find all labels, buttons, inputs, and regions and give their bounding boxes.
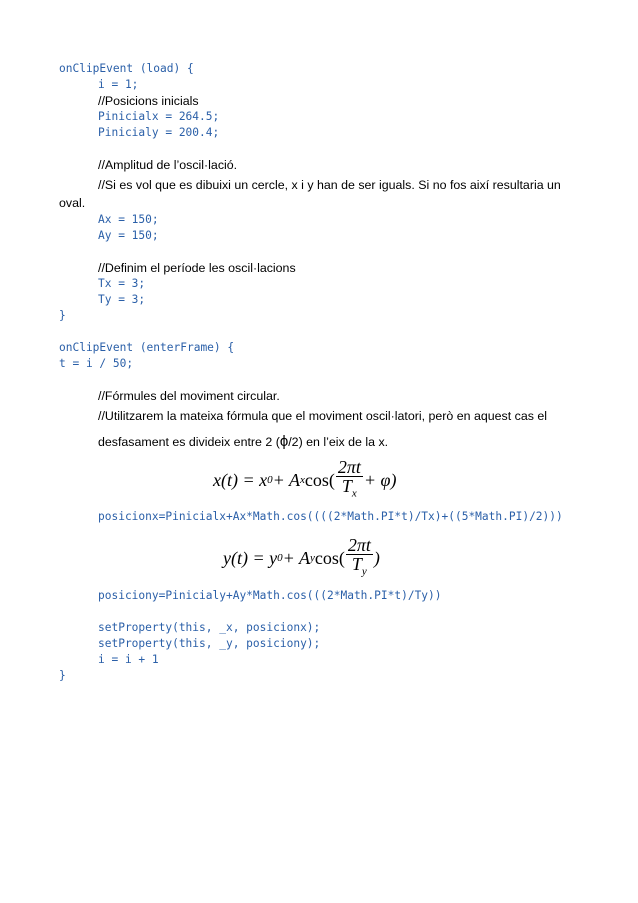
code-line: Tx = 3;	[98, 277, 146, 290]
comment-line: //Definim el període les oscil·lacions	[98, 261, 296, 275]
code-line: Ay = 150;	[98, 229, 159, 242]
closing-brace: }	[59, 309, 66, 322]
formula-sub: y	[361, 565, 367, 578]
formula-text: y(t) = y	[223, 547, 278, 568]
formula-y	[223, 536, 380, 581]
fraction-denominator	[352, 555, 367, 581]
comment-line: //Posicions inicials	[98, 94, 199, 108]
phi-symbol: ϕ	[279, 433, 289, 450]
formula-text: + φ)	[363, 469, 397, 490]
formula-fraction	[336, 458, 363, 503]
comment-line: //Amplitud de l’oscil·lació.	[98, 158, 238, 172]
comment-text: desfasament es divideix entre 2 (	[98, 435, 280, 449]
formula-text: T	[351, 554, 362, 574]
comment-line: //Fórmules del moviment circular.	[98, 389, 280, 403]
fraction-numerator: 2πt	[337, 457, 361, 477]
formula-sub: x	[351, 487, 357, 500]
comment-line: oval.	[59, 196, 86, 210]
code-line: Pinicialx = 264.5;	[98, 110, 220, 123]
fraction-denominator	[342, 477, 357, 503]
code-line: setProperty(this, _x, posicionx);	[98, 621, 321, 634]
formula-sub: 0	[277, 552, 283, 565]
formula-sub: x	[299, 474, 305, 487]
formula-text: + A	[282, 547, 310, 568]
comment-line: //Utilitzarem la mateixa fórmula que el moviment oscil·latori, però en aquest cas el	[98, 409, 548, 423]
code-line: posicionx=Pinicialx+Ax*Math.cos((((2*Math.PI*t)/Tx)+((5*Math.PI)/2)))	[98, 510, 563, 523]
comment-line	[98, 433, 388, 450]
formula-text: x(t) = x	[213, 469, 268, 490]
formula-sub: y	[309, 552, 315, 565]
closing-brace: }	[59, 669, 66, 682]
formula-text: + A	[272, 469, 300, 490]
formula-text: T	[341, 476, 352, 496]
comment-line: //Si es vol que es dibuixi un cercle, x i y han de ser iguals. Si no fos així resultaria un	[98, 178, 561, 192]
formula-sub: 0	[267, 474, 273, 487]
code-line: posiciony=Pinicialy+Ay*Math.cos(((2*Math.PI*t)/Ty))	[98, 589, 442, 602]
comment-text: /2) en l’eix de la x.	[288, 435, 389, 449]
formula-fraction	[346, 536, 373, 581]
formula-text: )	[373, 547, 380, 568]
code-line: Ax = 150;	[98, 213, 159, 226]
code-line: onClipEvent (enterFrame) {	[59, 341, 235, 354]
code-line: onClipEvent (load) {	[59, 62, 194, 75]
formula-text: cos(	[314, 547, 345, 568]
fraction-numerator: 2πt	[347, 535, 371, 555]
code-line: setProperty(this, _y, posiciony);	[98, 637, 321, 650]
code-line: Ty = 3;	[98, 293, 146, 306]
formula-text: cos(	[304, 469, 335, 490]
code-line: i = 1;	[98, 78, 139, 91]
code-line: t = i / 50;	[59, 357, 134, 370]
formula-x	[213, 458, 396, 503]
code-line: Pinicialy = 200.4;	[98, 126, 220, 139]
code-line: i = i + 1	[98, 653, 159, 666]
